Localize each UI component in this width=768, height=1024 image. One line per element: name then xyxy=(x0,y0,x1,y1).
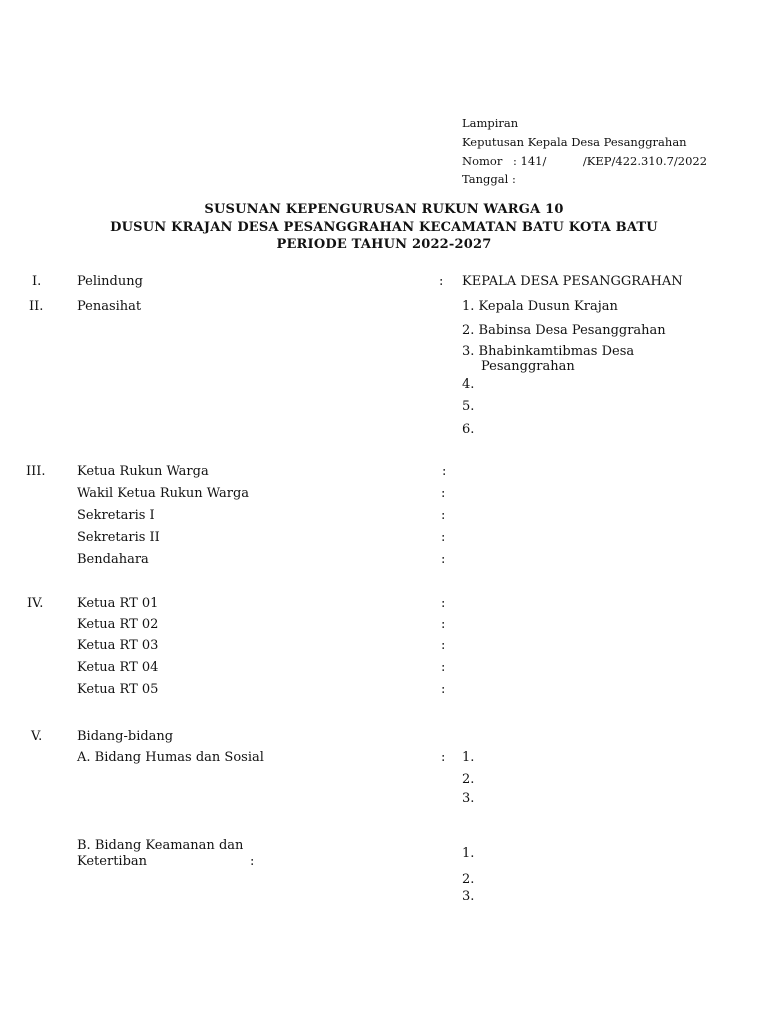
rt-head-03-colon: : xyxy=(441,638,446,653)
lampiran-heading: Lampiran xyxy=(462,116,519,130)
advisor-item-1: 1. Kepala Dusun Krajan xyxy=(462,299,618,314)
rw-role-treasurer: Bendahara xyxy=(77,552,149,567)
field-b-label-line-2: Ketertiban xyxy=(77,854,148,869)
section-4-number: IV. xyxy=(27,596,44,611)
advisor-item-4: 4. xyxy=(462,377,475,392)
section-2-label: Penasihat xyxy=(77,299,142,314)
rt-head-02: Ketua RT 02 xyxy=(77,617,159,632)
rt-head-04-colon: : xyxy=(441,660,446,675)
field-b-label-line-1: B. Bidang Keamanan dan xyxy=(77,838,244,853)
field-a-colon: : xyxy=(441,750,446,765)
section-1-colon: : xyxy=(439,274,444,289)
advisor-item-5: 5. xyxy=(462,399,475,414)
section-1-value: KEPALA DESA PESANGGRAHAN xyxy=(462,274,683,289)
rw-role-vice-chair: Wakil Ketua Rukun Warga xyxy=(77,486,250,501)
lampiran-number-value: : 141/ /KEP/422.310.7/2022 xyxy=(513,154,708,168)
section-5-label: Bidang-bidang xyxy=(77,729,174,744)
field-b-item-1: 1. xyxy=(462,846,475,861)
rw-role-chair-colon: : xyxy=(442,464,447,479)
field-a-item-1: 1. xyxy=(462,750,475,765)
title-line-3: PERIODE TAHUN 2022-2027 xyxy=(276,237,492,252)
rt-head-04: Ketua RT 04 xyxy=(77,660,159,675)
title-line-2: DUSUN KRAJAN DESA PESANGGRAHAN KECAMATAN BATU KOTA BATU xyxy=(110,220,658,235)
field-a-label: A. Bidang Humas dan Sosial xyxy=(77,750,264,765)
lampiran-decree: Keputusan Kepala Desa Pesanggrahan xyxy=(462,135,687,149)
field-b-colon: : xyxy=(250,854,255,869)
rw-role-secretary-1-colon: : xyxy=(441,508,446,523)
field-a-item-3: 3. xyxy=(462,791,475,806)
advisor-item-2: 2. Babinsa Desa Pesanggrahan xyxy=(462,323,666,338)
rt-head-01-colon: : xyxy=(441,596,446,611)
rw-role-secretary-2-colon: : xyxy=(441,530,446,545)
advisor-item-3-continued: Pesanggrahan xyxy=(481,359,575,374)
rw-role-chair: Ketua Rukun Warga xyxy=(77,464,209,479)
section-1-label: Pelindung xyxy=(77,274,143,289)
rw-role-vice-chair-colon: : xyxy=(441,486,446,501)
section-2-number: II. xyxy=(29,299,44,314)
rt-head-01: Ketua RT 01 xyxy=(77,596,159,611)
rt-head-05-colon: : xyxy=(441,682,446,697)
title-line-1: SUSUNAN KEPENGURUSAN RUKUN WARGA 10 xyxy=(204,202,564,217)
advisor-item-6: 6. xyxy=(462,422,475,437)
section-3-number: III. xyxy=(26,464,46,479)
field-a-item-2: 2. xyxy=(462,772,475,787)
section-5-number: V. xyxy=(31,729,43,744)
field-b-item-3: 3. xyxy=(462,889,475,904)
rw-role-treasurer-colon: : xyxy=(441,552,446,567)
rw-role-secretary-2: Sekretaris II xyxy=(77,530,160,545)
rt-head-03: Ketua RT 03 xyxy=(77,638,159,653)
rt-head-05: Ketua RT 05 xyxy=(77,682,159,697)
advisor-item-3: 3. Bhabinkamtibmas Desa xyxy=(462,344,635,359)
lampiran-number-label: Nomor xyxy=(462,154,503,168)
rt-head-02-colon: : xyxy=(441,617,446,632)
lampiran-date: Tanggal : xyxy=(462,172,516,186)
field-b-item-2: 2. xyxy=(462,872,475,887)
rw-role-secretary-1: Sekretaris I xyxy=(77,508,155,523)
section-1-number: I. xyxy=(32,274,42,289)
